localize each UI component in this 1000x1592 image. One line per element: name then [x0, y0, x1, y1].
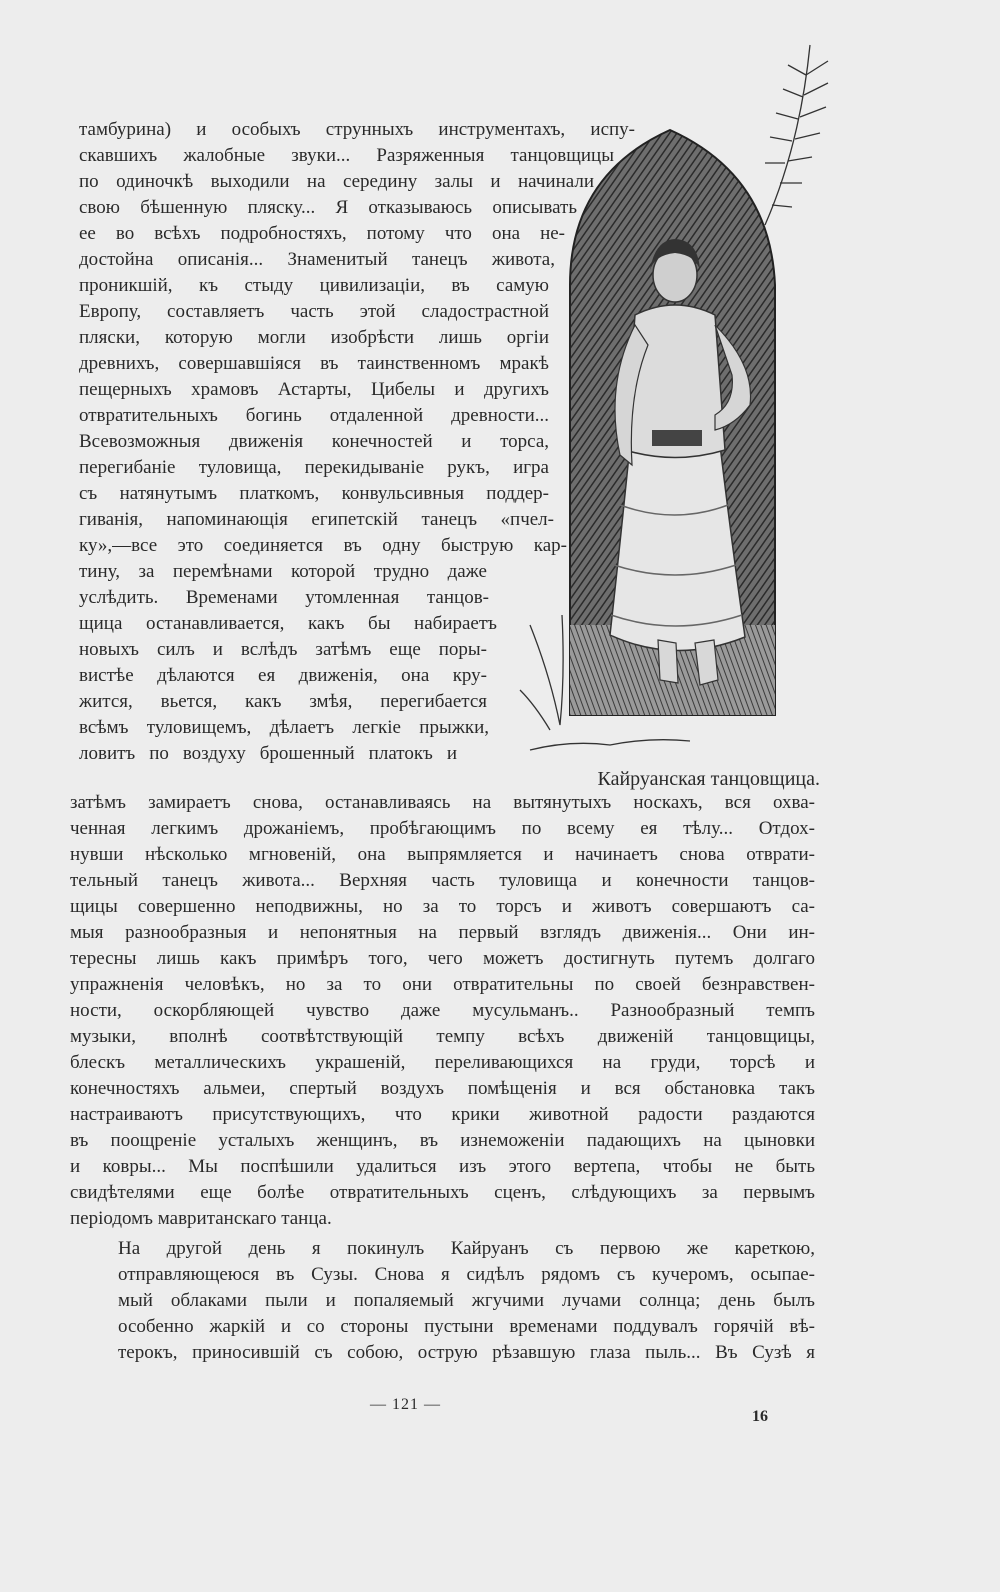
- text-line: гиванія, напоминающія египетскій танецъ «пчел-: [79, 509, 554, 530]
- text-line: затѣмъ замираетъ снова, останавливаясь на вытянутыхъ носкахъ, вся охва-: [70, 792, 815, 813]
- text-line: мыя разнообразныя и непонятныя на первый взглядъ движенія... Они ин-: [70, 922, 815, 943]
- text-line: всѣмъ туловищемъ, дѣлаетъ легкіе прыжки,: [79, 717, 489, 738]
- text-line: по одиночкѣ выходили на середину залы и начинали: [79, 171, 594, 192]
- paragraph-first-line: На другой день я покинулъ Кайруанъ съ первою же кареткою,: [118, 1238, 815, 1259]
- text-line: ее во всѣхъ подробностяхъ, потому что она не-: [79, 223, 565, 244]
- text-line: въ поощреніе усталыхъ женщинъ, въ изнеможеніи падающихъ на цыновки: [70, 1130, 815, 1151]
- text-line: тельный танецъ живота... Верхняя часть туловища и конечности танцов-: [70, 870, 815, 891]
- text-line: нувши нѣсколько мгновеній, она выпрямляется и начинаетъ снова отврати-: [70, 844, 815, 865]
- text-line: настраиваютъ присутствующихъ, что крики животной радости раздаются: [70, 1104, 815, 1125]
- text-line: щицы совершенно неподвижны, но за то торсъ и животъ совершаютъ са-: [70, 896, 815, 917]
- text-line: свидѣтелями еще болѣе отвратительныхъ сценъ, слѣдующихъ за первымъ: [70, 1182, 815, 1203]
- text-line: Всевозможныя движенія конечностей и торса,: [79, 431, 549, 452]
- text-line: проникшій, къ стыду цивилизаціи, въ самую: [79, 275, 549, 296]
- page-number: — 121 —: [370, 1396, 441, 1413]
- text-line: ку»,—все это соединяется въ одну быструю кар-: [79, 535, 567, 556]
- text-line: тересны лишь какъ примѣръ того, чего можетъ достигнуть путемъ долгаго: [70, 948, 815, 969]
- text-line: мый облаками пыли и попаляемый жгучими лучами солнца; день былъ: [118, 1290, 815, 1311]
- text-line: музыки, вполнѣ соотвѣтствующій темпу всѣхъ движеній танцовщицы,: [70, 1026, 815, 1047]
- text-line: новыхъ силъ и вслѣдъ затѣмъ еще поры-: [79, 639, 487, 660]
- text-line: пещерныхъ храмовъ Астарты, Цибелы и другихъ: [79, 379, 549, 400]
- text-line: Европу, составляетъ часть этой сладострастной: [79, 301, 549, 322]
- illustration-caption: Кайруанская танцовщица.: [597, 768, 820, 790]
- text-line: услѣдить. Временами утомленная танцов-: [79, 587, 489, 608]
- text-line: съ натянутымъ платкомъ, конвульсивныя поддер-: [79, 483, 549, 504]
- text-line: отвратительныхъ богинь отдаленной древности...: [79, 405, 549, 426]
- text-line: ченная легкимъ дрожаніемъ, пробѣгающимъ по всему ея тѣлу... Отдох-: [70, 818, 815, 839]
- text-line: древнихъ, совершавшіяся въ таинственномъ мракѣ: [79, 353, 549, 374]
- text-line: ловитъ по воздуху брошенный платокъ и: [79, 743, 457, 764]
- text-line: особенно жаркій и со стороны пустыни временами поддувалъ горячій вѣ-: [118, 1316, 815, 1337]
- text-line: щица останавливается, какъ бы набираетъ: [79, 613, 497, 634]
- text-line: ности, оскорбляющей чувство даже мусульманъ.. Разнообразный темпъ: [70, 1000, 815, 1021]
- text-line: перегибаніе туловища, перекидываніе рукъ, игра: [79, 457, 549, 478]
- text-line: пляски, которую могли изобрѣсти лишь оргіи: [79, 327, 549, 348]
- text-line: упражненія человѣкъ, но за то они отвратительны по своей безнравствен-: [70, 974, 815, 995]
- text-line: отправляющеюся въ Сузы. Снова я сидѣлъ рядомъ съ кучеромъ, осыпае-: [118, 1264, 815, 1285]
- text-line: и ковры... Мы поспѣшили удалиться изъ этого вертепа, чтобы не быть: [70, 1156, 815, 1177]
- text-line: блескъ металлическихъ украшеній, переливающихся на груди, торсѣ и: [70, 1052, 815, 1073]
- text-line: конечностяхъ альмеи, спертый воздухъ помѣщенія и вся обстановка такъ: [70, 1078, 815, 1099]
- signature-mark: 16: [752, 1408, 768, 1425]
- text-line: вистѣе дѣлаются ея движенія, она кру-: [79, 665, 487, 686]
- text-line: періодомъ мавританскаго танца.: [70, 1208, 332, 1229]
- text-line: скавшихъ жалобные звуки... Разряженныя танцовщицы: [79, 145, 614, 166]
- text-line: тамбурина) и особыхъ струнныхъ инструментахъ, испу-: [79, 119, 635, 140]
- text-line: достойна описанія... Знаменитый танецъ живота,: [79, 249, 555, 270]
- text-line: терокъ, приносившій съ собою, острую рѣзавшую глаза пыль... Въ Сузѣ я: [118, 1342, 815, 1363]
- text-line: свою бѣшенную пляску... Я отказываюсь описывать: [79, 197, 577, 218]
- text-line: тину, за перемѣнами которой трудно даже: [79, 561, 487, 582]
- text-line: жится, вьется, какъ змѣя, перегибается: [79, 691, 487, 712]
